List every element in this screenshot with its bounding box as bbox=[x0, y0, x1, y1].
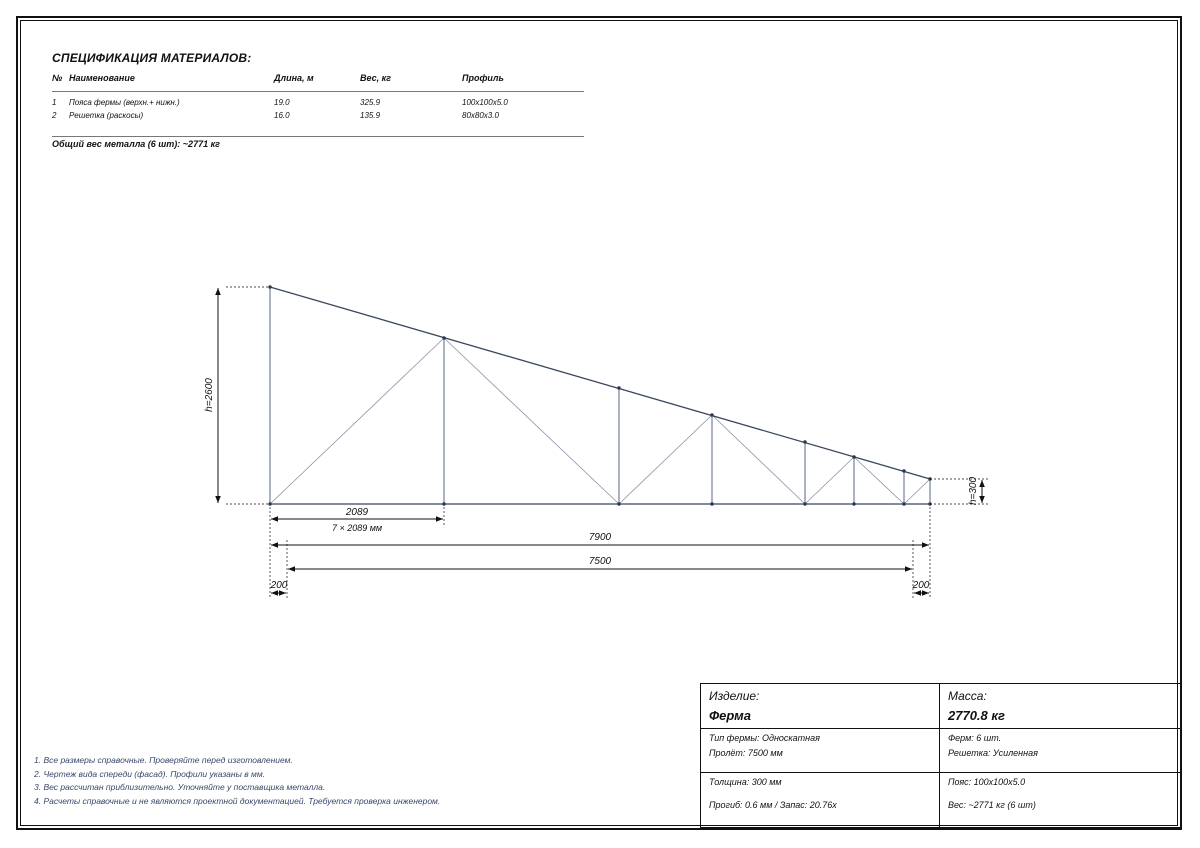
truss-lattice bbox=[270, 338, 930, 504]
diagonal bbox=[270, 338, 444, 504]
truss-thickness: Толщина: 300 мм bbox=[709, 777, 782, 787]
total-weight: Вес: ~2771 кг (6 шт) bbox=[948, 800, 1036, 810]
note-3: 3. Вес рассчитан приблизительно. Уточняйте у поставщика металла. bbox=[34, 782, 326, 793]
spec-row-2-weight: 135.9 bbox=[360, 111, 381, 120]
dimension-label-panel-note: 7 × 2089 мм bbox=[331, 523, 383, 533]
product-value: Ферма bbox=[709, 708, 751, 723]
dimension-height-right bbox=[930, 476, 990, 506]
diagonal bbox=[619, 415, 712, 504]
note-4: 4. Расчеты справочные и не являются проектной документацией. Требуется проверка инженером. bbox=[34, 795, 441, 806]
truss-type: Тип фермы: Односкатная bbox=[709, 733, 820, 743]
diagonal bbox=[805, 457, 854, 504]
spec-row-1-length: 19.0 bbox=[274, 98, 290, 107]
top-chord bbox=[270, 287, 930, 479]
title-block-divider-vertical bbox=[939, 684, 940, 827]
spec-row-2-number: 2 bbox=[52, 111, 57, 120]
product-label: Изделие: bbox=[709, 689, 760, 703]
spec-row-1-weight: 325.9 bbox=[360, 98, 381, 107]
dimension-label-height-right: h=300 bbox=[968, 476, 979, 506]
note-1: 1. Все размеры справочные. Проверяйте перед изготовлением. bbox=[34, 755, 293, 765]
truss-span: Пролёт: 7500 мм bbox=[709, 748, 783, 758]
spec-header-number: № bbox=[52, 73, 63, 83]
spec-header-name: Наименование bbox=[69, 73, 135, 83]
dimension-label-panel: 2089 bbox=[345, 507, 369, 518]
drawing-notes bbox=[34, 754, 440, 808]
spec-header-profile: Профиль bbox=[462, 73, 504, 83]
dimension-label-overall: 7900 bbox=[588, 532, 612, 543]
spec-row-2-profile: 80x80x3.0 bbox=[462, 111, 499, 120]
spec-row-1-number: 1 bbox=[52, 98, 57, 107]
lattice-type: Решетка: Усиленная bbox=[948, 748, 1038, 758]
truss-deflection: Прогиб: 0.6 мм / Запас: 20.76x bbox=[709, 800, 837, 810]
dimension-extension-lines bbox=[270, 507, 930, 598]
spec-total-weight: Общий вес металла (6 шт): ~2771 кг bbox=[52, 139, 220, 149]
mass-label: Масса: bbox=[948, 689, 987, 703]
spec-header-length: Длина, м bbox=[274, 73, 314, 83]
dimension-label-span: 7500 bbox=[588, 556, 612, 567]
title-block-divider-2 bbox=[701, 772, 1180, 773]
dimension-height-left bbox=[218, 287, 270, 504]
chord-profile: Пояс: 100x100x5.0 bbox=[948, 777, 1026, 787]
note-2: 2. Чертеж вида спереди (фасад). Профили указаны в мм. bbox=[34, 768, 266, 779]
title-block bbox=[700, 683, 1181, 828]
spec-header-weight: Вес, кг bbox=[360, 73, 391, 83]
spec-row-1-name: Пояса фермы (верхн.+ нижн.) bbox=[69, 98, 180, 107]
dimension-label-height-left: h=2600 bbox=[204, 378, 215, 412]
spec-row-2-name: Решетка (раскосы) bbox=[69, 111, 144, 120]
spec-title: СПЕЦИФИКАЦИЯ МАТЕРИАЛОВ: bbox=[52, 51, 252, 65]
diagonal bbox=[712, 415, 805, 504]
diagonal bbox=[904, 479, 930, 504]
truss-count: Ферм: 6 шт. bbox=[948, 733, 1002, 743]
truss-nodes bbox=[268, 285, 931, 505]
mass-value: 2770.8 кг bbox=[948, 708, 1005, 723]
title-block-divider-1 bbox=[701, 728, 1180, 729]
dimension-label-support-left: 200 bbox=[270, 580, 288, 591]
dimension-label-support-right: 200 bbox=[912, 580, 930, 591]
spec-row-2-length: 16.0 bbox=[274, 111, 290, 120]
truss-verticals bbox=[270, 287, 930, 504]
spec-row-1-profile: 100x100x5.0 bbox=[462, 98, 508, 107]
